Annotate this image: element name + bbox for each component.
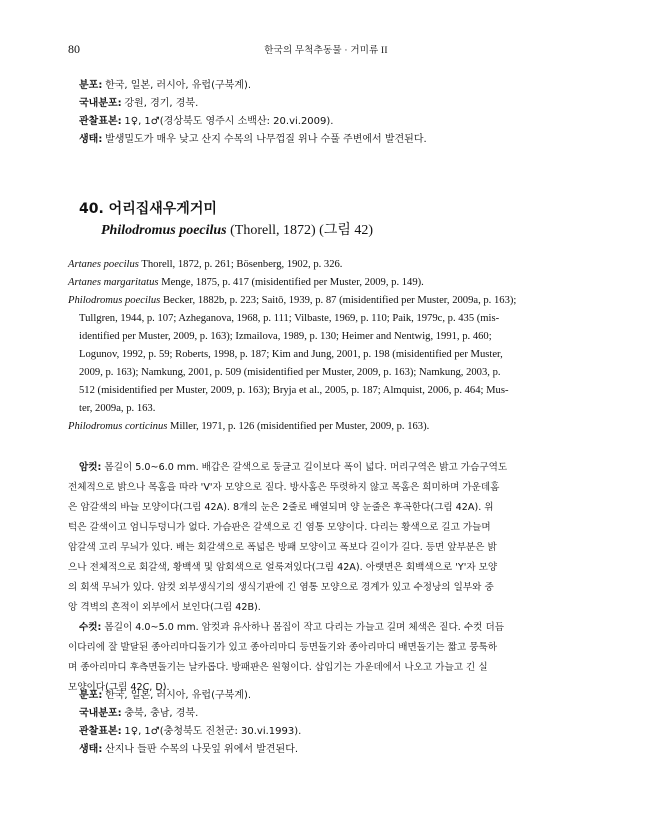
distribution-line — [79, 76, 579, 94]
ecology-line — [79, 130, 579, 148]
description-line: 며 종아리마디 후측면돌기는 날카롭다. 방패판은 원형이다. 삽입기는 가운데에서 나오고 가늘고 긴 실 — [68, 662, 488, 673]
specimens-label: 관찰표본: — [79, 116, 122, 127]
korea-distribution-label: 국내분포: — [79, 708, 122, 719]
synonym-taxon: Artanes poecilus — [68, 259, 139, 270]
synonym-text: Miller, 1971, p. 126 (misidentified per Muster, 2009, p. 163). — [167, 421, 430, 432]
distribution-line — [79, 686, 579, 704]
species-scientific-name: Philodromus poecilus — [101, 223, 227, 238]
description-line: 의 회색 무늬가 있다. 암컷 외부생식기의 생식기판에 긴 염통 모양으로 경계가 있고 수정낭의 일부와 중 — [68, 582, 494, 593]
synonym-entry — [68, 292, 586, 310]
distribution-text: 한국, 일본, 러시아, 유럽(구북계). — [105, 80, 252, 91]
synonym-text: Becker, 1882b, p. 223; Saitō, 1939, p. 87 (misidentified per Muster, 2009a, p. 163); — [160, 295, 517, 306]
description-line — [68, 458, 586, 478]
description-line: 암갈색 고리 무늬가 있다. 배는 회갈색으로 폭넓은 방패 모양이고 폭보다 길이가 길다. 등면 앞부분은 밝 — [68, 542, 497, 553]
ecology-line — [79, 740, 579, 758]
specimens-line — [79, 722, 579, 740]
species-description — [68, 458, 586, 698]
synonym-continuation: identified per Muster, 2009, p. 163); Izmailova, 1989, p. 130; Heimer and Nentwig, 1991, p. 460; — [79, 331, 492, 342]
species-number-title: 40. 어리집새우게거미 — [79, 201, 217, 217]
synonym-continuation: ter, 2009a, p. 163. — [79, 403, 156, 414]
description-text: 몸길이 5.0~6.0 mm. 배갑은 갈색으로 둥글고 길이보다 폭이 넓다. 머리구역은 밝고 가슴구역도 — [101, 462, 508, 473]
male-label: 수컷: — [79, 622, 102, 633]
ecology-text: 산지나 들판 수목의 나뭇잎 위에서 발견된다. — [105, 744, 299, 755]
prev-species-notes — [79, 76, 579, 148]
description-line: 모양이다(그림 42C, D). — [68, 682, 170, 693]
page-header — [68, 42, 584, 62]
synonym-entry — [68, 418, 586, 436]
specimens-text: 1♀, 1♂(경상북도 영주시 소백산: 20.vi.2009). — [124, 116, 334, 127]
description-line: 으나 전체적으로 회갈색, 황백색 및 암회색으로 얼룩져있다(그림 42A). 아랫면은 회백색으로 'Y'자 모양 — [68, 562, 498, 573]
korea-distribution-line — [79, 704, 579, 722]
species-author: (Thorell, 1872) (그림 42) — [226, 223, 374, 238]
synonym-text: Menge, 1875, p. 417 (misidentified per Muster, 2009, p. 149). — [158, 277, 424, 288]
korea-distribution-line — [79, 94, 579, 112]
synonym-continuation: Logunov, 1992, p. 59; Roberts, 1998, p. 187; Kim and Jung, 2001, p. 198 (misidentified per Muster, — [79, 349, 503, 360]
distribution-label: 분포: — [79, 690, 103, 701]
description-text: 몸길이 4.0~5.0 mm. 암컷과 유사하나 몸집이 작고 다리는 가늘고 길며 체색은 짙다. 수컷 더듬 — [101, 622, 504, 633]
description-line — [68, 618, 586, 638]
specimens-label: 관찰표본: — [79, 726, 122, 737]
distribution-label: 분포: — [79, 80, 103, 91]
description-line: 전체적으로 밝으나 목홈을 따라 'V'자 모양으로 짙다. 방사홈은 뚜렷하지 않고 목홈은 희미하며 가운데홈 — [68, 482, 500, 493]
korea-distribution-text: 충북, 충남, 경북. — [124, 708, 199, 719]
synonym-taxon: Philodromus corticinus — [68, 421, 168, 432]
synonym-entry — [68, 274, 586, 292]
page-number: 80 — [68, 42, 80, 56]
description-line: 이다리에 잘 발달된 종아리마디돌기가 있고 종아리마디 등면돌기와 종아리마디 배면돌기는 짧고 뭉툭하 — [68, 642, 497, 653]
korea-distribution-text: 강원, 경기, 경북. — [124, 98, 199, 109]
synonym-taxon: Artanes margaritatus — [68, 277, 159, 288]
synonymy-list — [68, 256, 586, 436]
ecology-label: 생태: — [79, 744, 103, 755]
synonym-taxon: Philodromus poecilus — [68, 295, 161, 306]
synonym-continuation: 512 (misidentified per Muster, 2009, p. 163); Bryja et al., 2005, p. 187; Almquist, 2006, p. 464; Mus- — [79, 385, 509, 396]
korea-distribution-label: 국내분포: — [79, 98, 122, 109]
synonym-text: Thorell, 1872, p. 261; Bösenberg, 1902, p. 326. — [138, 259, 343, 270]
species-notes — [79, 686, 579, 758]
ecology-label: 생태: — [79, 134, 103, 145]
species-scientific-line — [79, 220, 599, 242]
running-title: 한국의 무척추동물 · 거미류 II — [264, 46, 388, 56]
species-heading — [79, 198, 599, 242]
specimens-line — [79, 112, 579, 130]
ecology-text: 발생밀도가 매우 낮고 산지 수목의 나무껍질 위나 수풀 주변에서 발견된다. — [105, 134, 427, 145]
description-line: 턱은 갈색이고 엄니두덩니가 없다. 가슴판은 갈색으로 긴 염통 모양이다. 다리는 황색으로 길고 가늘며 — [68, 522, 491, 533]
description-line: 앙 격벽의 흔적이 외부에서 보인다(그림 42B). — [68, 602, 261, 613]
synonym-continuation: Tullgren, 1944, p. 107; Azheganova, 1968, p. 111; Vilbaste, 1969, p. 110; Paik, 1979c, p. 435 (mis- — [79, 313, 500, 324]
description-line: 은 암갈색의 바늘 모양이다(그림 42A). 8개의 눈은 2줄로 배열되며 양 눈줄은 후곡한다(그림 42A). 위 — [68, 502, 494, 513]
distribution-text: 한국, 일본, 러시아, 유럽(구북계). — [105, 690, 252, 701]
synonym-continuation: 2009, p. 163); Namkung, 2001, p. 509 (misidentified per Muster, 2009, p. 163); Namkung, 2003, p. — [79, 367, 501, 378]
specimens-text: 1♀, 1♂(충청북도 진천군: 30.vi.1993). — [124, 726, 302, 737]
female-label: 암컷: — [79, 462, 102, 473]
synonym-entry — [68, 256, 586, 274]
